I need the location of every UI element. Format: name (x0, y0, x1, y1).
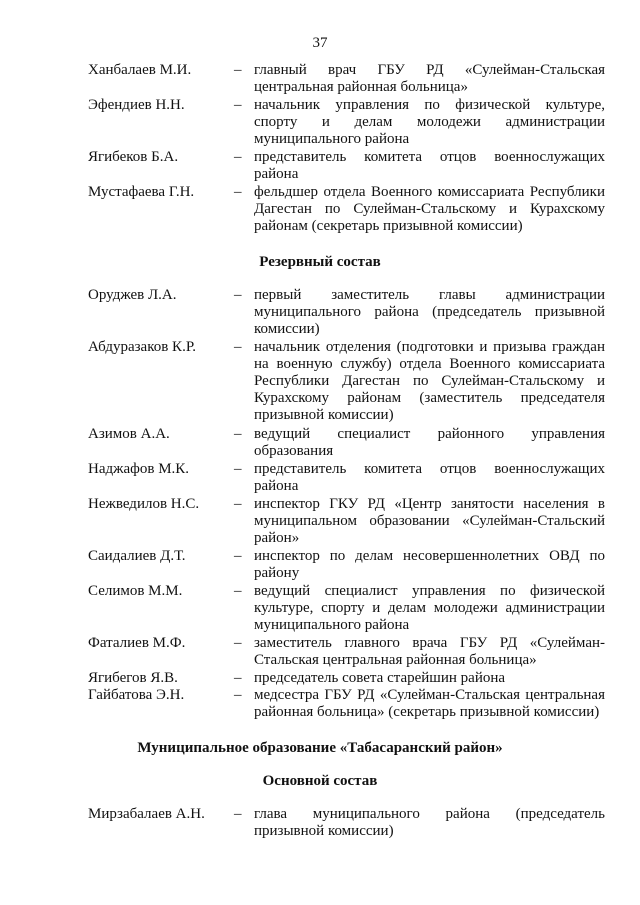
dash: – (234, 548, 242, 564)
member-name: Саидалиев Д.Т. (88, 548, 186, 564)
dash: – (234, 635, 242, 651)
member-name: Наджафов М.К. (88, 461, 190, 477)
member-role: глава муниципального района (председатель призывной комиссии) (254, 806, 605, 839)
page-number: 37 (312, 35, 328, 51)
dash: – (234, 184, 242, 200)
member-name: Ягибеков Б.А. (88, 149, 179, 165)
member-role: начальник отделения (подготовки и призыва граждан на военную службу) отдела Военного комиссариата Республики Дагестан по Сулейман-Стальскому и Курахскому районам (заместитель председателя призывной комиссии) (254, 339, 605, 423)
member-name: Оруджев Л.А. (88, 287, 177, 303)
dash: – (234, 461, 242, 477)
dash: – (234, 97, 242, 113)
member-role: ведущий специалист районного управления образования (254, 426, 605, 459)
member-role: заместитель главного врача ГБУ РД «Сулейман-Стальская центральная районная больница» (254, 635, 605, 668)
member-name: Абдуразаков К.Р. (88, 339, 197, 355)
member-name: Ягибегов Я.В. (88, 670, 178, 686)
reserve-heading: Резервный состав (259, 254, 381, 270)
main-heading: Основной состав (262, 773, 378, 789)
member-name: Азимов А.А. (88, 426, 170, 442)
dash: – (234, 287, 242, 303)
member-name: Мустафаева Г.Н. (88, 184, 195, 200)
dash: – (234, 670, 242, 686)
member-name: Гайбатова Э.Н. (88, 687, 185, 703)
member-role: медсестра ГБУ РД «Сулейман-Стальская центральная районная больница» (секретарь призывной комиссии) (254, 687, 605, 720)
municipality-heading: Муниципальное образование «Табасаранский район» (137, 740, 503, 756)
dash: – (234, 339, 242, 355)
member-role: инспектор по делам несовершеннолетних ОВД по району (254, 548, 605, 581)
member-role: представитель комитета отцов военнослужащих района (254, 149, 605, 182)
member-role: ведущий специалист управления по физической культуре, спорту и делам молодежи администрации муниципального района (254, 583, 605, 633)
dash: – (234, 62, 242, 78)
member-name: Нежведилов Н.С. (88, 496, 200, 512)
member-role: главный врач ГБУ РД «Сулейман-Стальская центральная районная больница» (254, 62, 605, 95)
member-role: начальник управления по физической культуре, спорту и делам молодежи администрации муниципального района (254, 97, 605, 147)
dash: – (234, 149, 242, 165)
dash: – (234, 583, 242, 599)
member-role: первый заместитель главы администрации муниципального района (председатель призывной комиссии) (254, 287, 605, 337)
member-name: Эфендиев Н.Н. (88, 97, 185, 113)
member-role: председатель совета старейшин района (254, 670, 506, 686)
member-name: Селимов М.М. (88, 583, 183, 599)
dash: – (234, 687, 242, 703)
member-name: Фаталиев М.Ф. (88, 635, 186, 651)
member-name: Ханбалаев М.И. (88, 62, 192, 78)
member-role: представитель комитета отцов военнослужащих района (254, 461, 605, 494)
member-name: Мирзабалаев А.Н. (88, 806, 205, 822)
dash: – (234, 806, 242, 822)
dash: – (234, 426, 242, 442)
member-role: инспектор ГКУ РД «Центр занятости населения в муниципальном образовании «Сулейман-Стальский район» (254, 496, 605, 546)
member-role: фельдшер отдела Военного комиссариата Республики Дагестан по Сулейман-Стальскому и Курахскому районам (секретарь призывной комиссии) (254, 184, 605, 234)
dash: – (234, 496, 242, 512)
